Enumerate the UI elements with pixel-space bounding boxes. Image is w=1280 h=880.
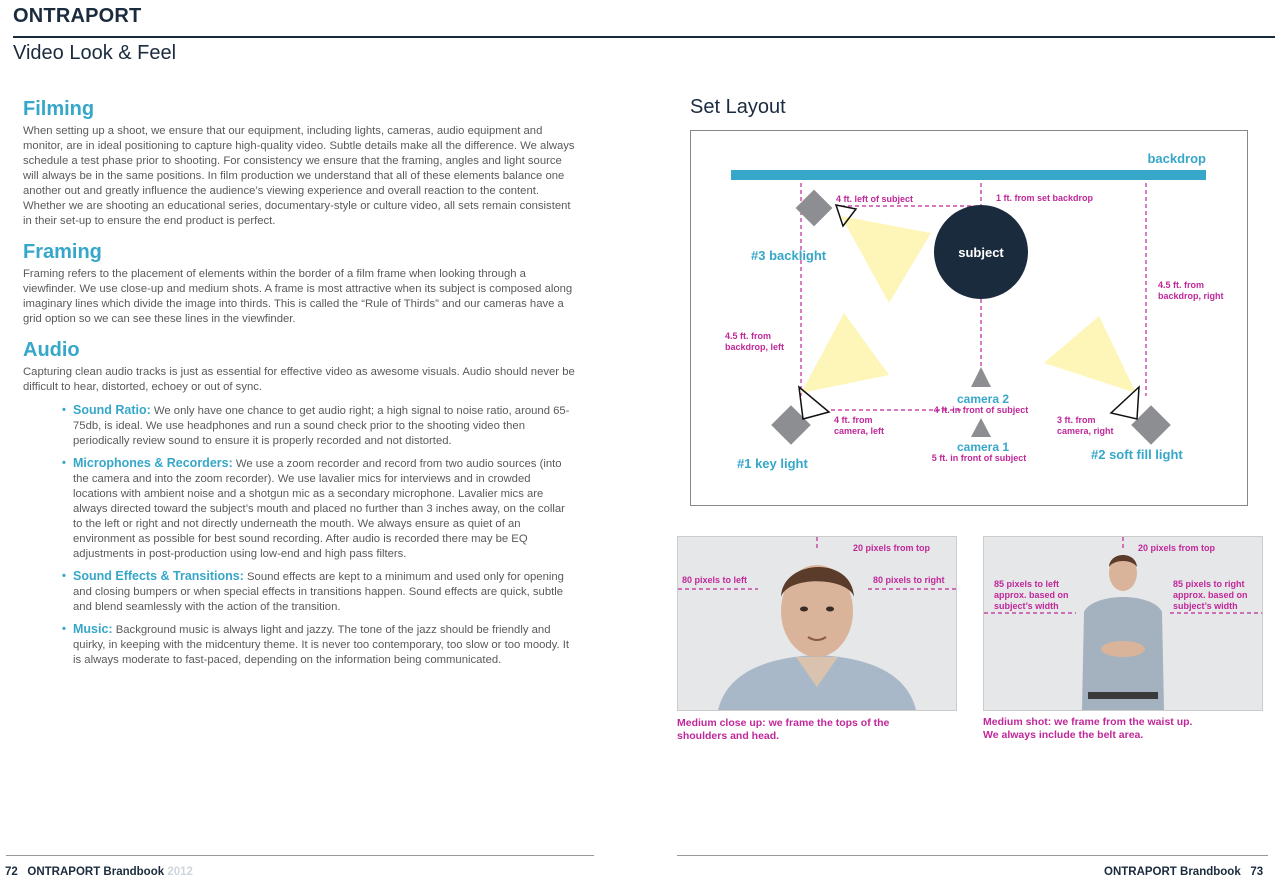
camera2-label: camera 2: [956, 392, 1010, 406]
backdrop-label: backdrop: [1147, 151, 1206, 166]
note-backdrop-right-2: backdrop, right: [1158, 291, 1224, 301]
bullet-text: We use a zoom recorder and record from two audio sources (into the camera and into the zoom recorder). We use lavalier mics for interviews and in crowded locations with ambient noise and a shotgun mic as a secondary microphone. Lavalier mics are always directed toward the subject’s mouth and placed no further than 3 inches away, on the collar to the left or right and not directly underneath the mouth. We always ensure as quiet of an environment as possible for best sound recording. After audio is recorded there may be EQ adjustments in post-production using low-end and high pass filters.: [73, 458, 565, 560]
list-item: [62, 622, 575, 668]
closeup-caption-line-2: shoulders and head.: [677, 730, 780, 742]
closeup-photo: [677, 536, 957, 711]
subject-label: subject: [958, 245, 1004, 260]
medium-left-note-3: subject’s width: [994, 601, 1059, 611]
page-number-right: 73: [1250, 866, 1264, 878]
medium-svg: [984, 537, 1262, 710]
footer-year: 2012: [167, 866, 193, 878]
closeup-top-note: 20 pixels from top: [853, 543, 931, 553]
footer-brand-left: ONTRAPORT Brandbook: [27, 866, 165, 878]
medium-photo: [983, 536, 1263, 711]
note-backdrop-left-2: backdrop, left: [725, 342, 785, 352]
footer-right: [1104, 866, 1263, 878]
medium-left-note-2: approx. based on: [994, 590, 1069, 600]
filming-heading: Filming: [23, 98, 95, 120]
bullet-text: We only have one chance to get audio right; a high signal to noise ratio, around 65-75db, is ideal. We use headphones and run a sound check prior to the shooting video then periodically review sound to ensure it is properly recorded and not distorted.: [73, 405, 570, 447]
footer-brand-right: ONTRAPORT Brandbook: [1104, 866, 1241, 878]
medium-top-note: 20 pixels from top: [1138, 543, 1216, 553]
note-camera-left-1: 4 ft. from: [834, 415, 873, 425]
backlight-beam: [841, 216, 931, 303]
page-number-left: 72: [5, 866, 18, 878]
filllight-beam: [1044, 316, 1136, 393]
closeup-caption: [677, 717, 889, 743]
keylight-icon: [771, 405, 811, 445]
list-item: [62, 569, 575, 615]
bullet-icon: •: [62, 623, 66, 635]
set-layout-title: Set Layout: [690, 96, 786, 118]
note-backdrop-left-1: 4.5 ft. from: [725, 331, 772, 341]
header-rule: [13, 36, 1275, 38]
filllight-barndoor: [1111, 387, 1139, 419]
closeup-right-note: 80 pixels to right: [873, 575, 945, 585]
keylight-label: #1 key light: [737, 456, 808, 471]
footer-left: [5, 866, 193, 878]
framing-heading: Framing: [23, 241, 102, 263]
camera1-note: 5 ft. in front of subject: [931, 453, 1027, 463]
left-column: [23, 98, 575, 675]
footer-rule-left: [6, 855, 594, 856]
set-layout-svg: [691, 131, 1247, 505]
footer-rule-right: [677, 855, 1268, 856]
framing-body: Framing refers to the placement of elements within the border of a film frame when looking through a viewfinder. We use close-up and medium shots. A frame is most attractive when its subject is composed along imaginary lines which divide the image into thirds. This is called the “Rule of Thirds” and our cameras have a grid option so we can see these lines in the viewfinder.: [23, 268, 573, 325]
bullet-term: Microphones & Recorders:: [73, 456, 233, 470]
medium-right-note-3: subject’s width: [1173, 601, 1238, 611]
closeup-svg: [678, 537, 956, 710]
medium-caption: [983, 716, 1192, 742]
list-item: [62, 456, 575, 562]
medium-left-note-1: 85 pixels to left: [994, 579, 1060, 589]
camera2-note: 4 ft. in front of subject: [933, 405, 1029, 415]
audio-heading: Audio: [23, 339, 80, 361]
audio-body: Capturing clean audio tracks is just as essential for effective video as awesome visuals. Audio should never be difficult to hear, distorted, echoey or out of sync.: [23, 366, 575, 393]
closeup-left-note: 80 pixels to left: [682, 575, 748, 585]
bullet-icon: •: [62, 457, 66, 469]
backlight-label: #3 backlight: [751, 248, 827, 263]
backdrop-bar: [731, 170, 1206, 180]
note-camera-right-1: 3 ft. from: [1057, 415, 1096, 425]
note-from-backdrop: 1 ft. from set backdrop: [996, 193, 1094, 203]
medium-caption-line-2: We always include the belt area.: [983, 729, 1144, 741]
brand-logo: ONTRAPORT: [13, 5, 142, 27]
page-title: Video Look & Feel: [13, 42, 177, 64]
medium-right-note-1: 85 pixels to right: [1173, 579, 1245, 589]
bullet-term: Music:: [73, 622, 113, 636]
note-camera-right-2: camera, right: [1057, 426, 1114, 436]
camera2-icon: [971, 367, 991, 387]
filming-body: When setting up a shoot, we ensure that our equipment, including lights, cameras, audio equipment and monitor, are in ideal positioning to capture high-quality video. Subtle details make all the difference. We always schedule a test phase prior to shooting. For consistency we ensure that the framing, angles and light source will always be in the same positions. In film production we understand that all of these elements balance one another out and greatly influence the audience’s viewing experience and overall reaction to the content. Whether we are shooting an educational series, documentary-style or culture video, all sets remain consistent in their set-up to ensure the end product is perfect.: [23, 125, 575, 227]
note-left-of-subject: 4 ft. left of subject: [836, 194, 914, 204]
medium-right-note-2: approx. based on: [1173, 590, 1248, 600]
filllight-label: #2 soft fill light: [1091, 447, 1183, 462]
keylight-beam: [801, 313, 889, 393]
list-item: [62, 403, 575, 449]
bullet-term: Sound Effects & Transitions:: [73, 569, 244, 583]
bullet-text: Sound effects are kept to a minimum and used only for opening and closing bumpers or when special effects in transitions happen. Sound effects are quick, subtle and blend seamlessly with the action of the transition.: [73, 571, 564, 613]
camera1-icon: [971, 418, 991, 437]
bullet-term: Sound Ratio:: [73, 403, 151, 417]
medium-hands: [1101, 641, 1145, 657]
camera1-label: camera 1: [956, 440, 1010, 454]
medium-belt: [1088, 692, 1158, 699]
medium-caption-line-1: Medium shot: we frame from the waist up.: [983, 716, 1193, 728]
note-camera-left-2: camera, left: [834, 426, 885, 436]
audio-bullet-list: [23, 403, 575, 668]
bullet-icon: •: [62, 570, 66, 582]
bullet-text: Background music is always light and jazzy. The tone of the jazz should be friendly and quirky, in keeping with the midcentury theme. It is never too contemporary, too slow or too moody. It is always moderate to fast-paced, depending on the information being communicated.: [73, 624, 570, 666]
set-layout-diagram: [690, 130, 1248, 506]
note-backdrop-right-1: 4.5 ft. from: [1158, 280, 1205, 290]
bullet-icon: •: [62, 404, 66, 416]
closeup-caption-line-1: Medium close up: we frame the tops of the: [677, 717, 890, 729]
